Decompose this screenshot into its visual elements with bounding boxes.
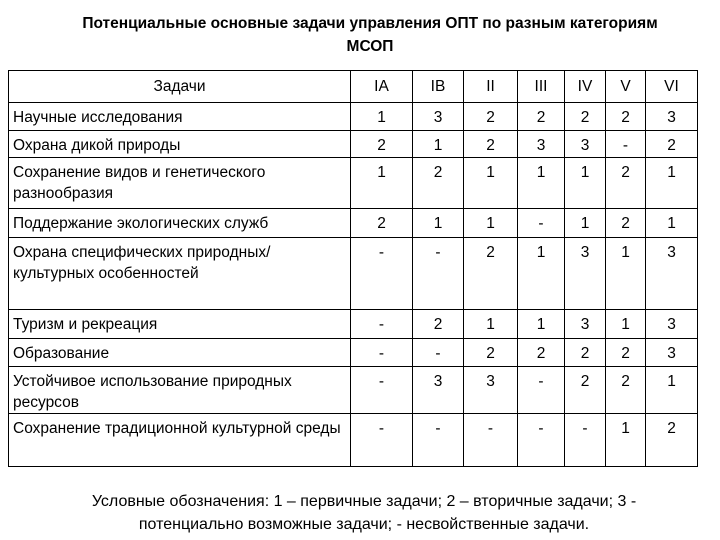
priority-value-cell: 3 <box>646 103 698 131</box>
table-row <box>9 131 698 158</box>
priority-value-cell: - <box>351 310 413 339</box>
priority-value-cell: 1 <box>518 238 565 310</box>
column-header-category: IA <box>351 71 413 103</box>
priority-value-cell: 1 <box>518 310 565 339</box>
priority-value-cell: 1 <box>646 367 698 414</box>
title-line-2: МСОП <box>346 38 394 55</box>
priority-value-cell: 2 <box>464 238 518 310</box>
priority-value-cell: 2 <box>351 209 413 238</box>
task-name-cell: Сохранение видов и генетического разнообразия <box>9 158 351 209</box>
priority-value-cell: 2 <box>606 209 646 238</box>
task-name-cell: Устойчивое использование природных ресурсов <box>9 367 351 414</box>
priority-value-cell: 3 <box>464 367 518 414</box>
priority-value-cell: 1 <box>606 310 646 339</box>
column-header-category: II <box>464 71 518 103</box>
priority-value-cell: - <box>464 414 518 467</box>
task-name-cell: Поддержание экологических служб <box>9 209 351 238</box>
priority-value-cell: - <box>351 339 413 367</box>
priority-value-cell: - <box>518 414 565 467</box>
priority-value-cell: 2 <box>646 131 698 158</box>
table-row <box>9 367 698 414</box>
priority-value-cell: - <box>565 414 606 467</box>
task-name-cell: Туризм и рекреация <box>9 310 351 339</box>
priority-value-cell: - <box>351 238 413 310</box>
priority-value-cell: 1 <box>464 158 518 209</box>
table-header-row <box>9 71 698 103</box>
priority-value-cell: 2 <box>413 310 464 339</box>
task-name-cell: Охрана специфических природных/культурных особенностей <box>9 238 351 310</box>
priority-value-cell: 1 <box>351 158 413 209</box>
priority-value-cell: 1 <box>413 131 464 158</box>
priority-value-cell: 2 <box>464 131 518 158</box>
priority-value-cell: 1 <box>464 310 518 339</box>
priority-value-cell: - <box>606 131 646 158</box>
table-row <box>9 209 698 238</box>
priority-value-cell: 2 <box>606 367 646 414</box>
column-header-category: V <box>606 71 646 103</box>
priority-value-cell: 3 <box>565 131 606 158</box>
legend-line-2: потенциально возможные задачи; - несвойственные задачи. <box>138 516 590 533</box>
priority-value-cell: - <box>413 414 464 467</box>
priority-value-cell: - <box>518 367 565 414</box>
priority-value-cell: 2 <box>565 367 606 414</box>
priority-value-cell: 3 <box>646 339 698 367</box>
priority-value-cell: 1 <box>565 158 606 209</box>
column-header-tasks: Задачи <box>9 71 351 103</box>
title-line-1: Потенциальные основные задачи управления ОПТ по разным категориям <box>82 15 658 32</box>
priority-value-cell: 2 <box>518 103 565 131</box>
table-row <box>9 238 698 310</box>
priority-value-cell: 1 <box>351 103 413 131</box>
priority-value-cell: 2 <box>606 158 646 209</box>
priority-value-cell: 3 <box>565 238 606 310</box>
priority-value-cell: - <box>413 339 464 367</box>
priority-value-cell: 3 <box>413 367 464 414</box>
priority-value-cell: 2 <box>606 103 646 131</box>
legend-note <box>0 490 720 536</box>
priority-value-cell: 3 <box>646 310 698 339</box>
priority-value-cell: 2 <box>413 158 464 209</box>
task-name-cell: Охрана дикой природы <box>9 131 351 158</box>
priority-value-cell: 1 <box>646 209 698 238</box>
table-row <box>9 310 698 339</box>
column-header-category: IV <box>565 71 606 103</box>
priority-value-cell: 2 <box>351 131 413 158</box>
priority-value-cell: 2 <box>518 339 565 367</box>
priority-value-cell: 1 <box>646 158 698 209</box>
task-name-cell: Образование <box>9 339 351 367</box>
priority-value-cell: - <box>518 209 565 238</box>
priority-value-cell: 1 <box>606 414 646 467</box>
priority-value-cell: 2 <box>565 103 606 131</box>
priority-value-cell: - <box>351 414 413 467</box>
priority-value-cell: 2 <box>565 339 606 367</box>
priority-value-cell: 3 <box>646 238 698 310</box>
page-title <box>0 12 720 58</box>
priority-value-cell: 1 <box>464 209 518 238</box>
column-header-category: VI <box>646 71 698 103</box>
priority-value-cell: 1 <box>565 209 606 238</box>
column-header-category: III <box>518 71 565 103</box>
priority-value-cell: 2 <box>464 339 518 367</box>
table-row <box>9 158 698 209</box>
priority-value-cell: 2 <box>606 339 646 367</box>
task-name-cell: Научные исследования <box>9 103 351 131</box>
column-header-category: IB <box>413 71 464 103</box>
priority-value-cell: - <box>413 238 464 310</box>
priority-value-cell: 1 <box>606 238 646 310</box>
table-row <box>9 103 698 131</box>
priority-value-cell: 2 <box>464 103 518 131</box>
priority-value-cell: 1 <box>413 209 464 238</box>
table-row <box>9 339 698 367</box>
priority-value-cell: - <box>351 367 413 414</box>
priority-value-cell: 3 <box>413 103 464 131</box>
task-name-cell: Сохранение традиционной культурной среды <box>9 414 351 467</box>
priority-value-cell: 1 <box>518 158 565 209</box>
tasks-table <box>8 70 698 467</box>
priority-value-cell: 3 <box>518 131 565 158</box>
priority-value-cell: 2 <box>646 414 698 467</box>
table-row <box>9 414 698 467</box>
legend-line-1: Условные обозначения: 1 – первичные задачи; 2 – вторичные задачи; 3 - <box>91 493 637 510</box>
priority-value-cell: 3 <box>565 310 606 339</box>
